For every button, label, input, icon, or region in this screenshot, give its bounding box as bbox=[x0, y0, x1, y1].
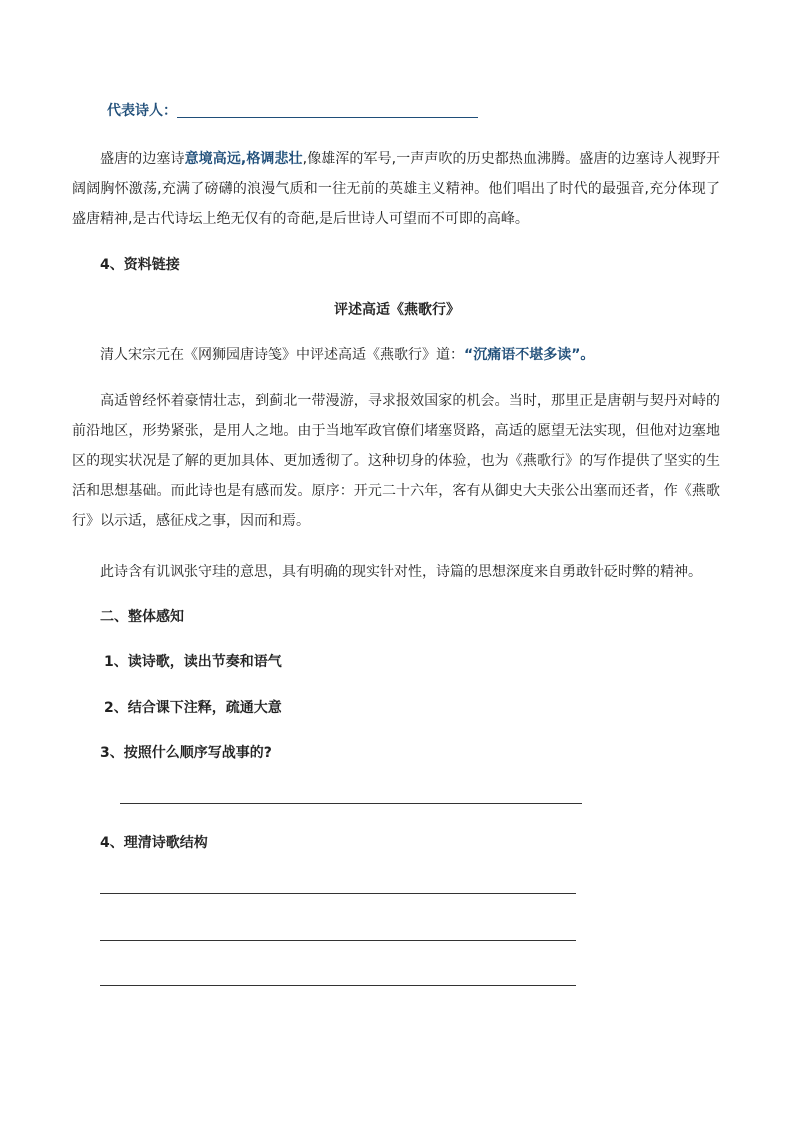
article-title: 评述高适《燕歌行》 bbox=[334, 302, 460, 318]
section-2-heading: 二、整体感知 bbox=[100, 609, 184, 625]
answer-blank-4-line-3[interactable] bbox=[100, 985, 576, 986]
article-paragraph-1 bbox=[72, 386, 720, 536]
answer-blank-4-line-1[interactable] bbox=[100, 893, 576, 894]
intro-paragraph bbox=[72, 144, 720, 234]
representative-poet-blank[interactable] bbox=[177, 117, 478, 118]
article-paragraph-2: 此诗含有讥讽张守珪的意思，具有明确的现实针对性，诗篇的思想深度来自勇敢针砭时弊的精神。 bbox=[100, 564, 702, 580]
article-paragraph-1-text: 高适曾经怀着豪情壮志，到蓟北一带漫游，寻求报效国家的机会。当时，那里正是唐朝与契丹对峙的前沿地区，形势紧张，是用人之地。由于当地军政官僚们堵塞贤路，高适的愿望无法实现，但他对边塞地区的现实状况是了解的更加具体、更加透彻了。这种切身的体验，也为《燕歌行》的写作提供了坚实的生活和思想基础。而此诗也是有感而发。原序：开元二十六年，客有从御史大夫张公出塞而还者，作《燕歌行》以示适，感征戍之事，因而和焉。 bbox=[72, 393, 720, 529]
task-item-1: 1、读诗歌，读出节奏和语气 bbox=[104, 654, 282, 670]
intro-text-start: 盛唐的边塞诗 bbox=[100, 151, 185, 167]
quote-prefix: 清人宋宗元在《网狮园唐诗笺》中评述高适《燕歌行》道： bbox=[100, 347, 464, 363]
quote-line bbox=[100, 345, 594, 365]
task-item-4: 4、理清诗歌结构 bbox=[100, 835, 208, 851]
task-item-2: 2、结合课下注释，疏通大意 bbox=[104, 700, 282, 716]
answer-blank-4-line-2[interactable] bbox=[100, 940, 576, 941]
highlight-gediao: 格调悲壮 bbox=[246, 151, 303, 167]
quote-text: “沉痛语不堪多读”。 bbox=[464, 347, 595, 363]
intro-text-rest: ,像雄浑的军号,一声声吹的历史都热血沸腾。盛唐的边塞诗人视野开阔阔胸怀激荡,充满了磅礴的浪漫气质和一往无前的英雄主义精神。他们唱出了时代的最强音,充分体现了盛唐精神,是古代诗坛上绝无仅有的奇葩,是后世诗人可望而不可即的高峰。 bbox=[72, 151, 721, 227]
section-4-resource-link: 4、资料链接 bbox=[100, 257, 180, 273]
highlight-yijing: 意境高远 bbox=[184, 151, 241, 167]
representative-poet-label: 代表诗人： bbox=[107, 103, 177, 119]
task-item-3: 3、按照什么顺序写战事的? bbox=[100, 745, 272, 761]
answer-blank-3[interactable] bbox=[120, 803, 582, 804]
highlight-separator: , bbox=[240, 151, 247, 167]
